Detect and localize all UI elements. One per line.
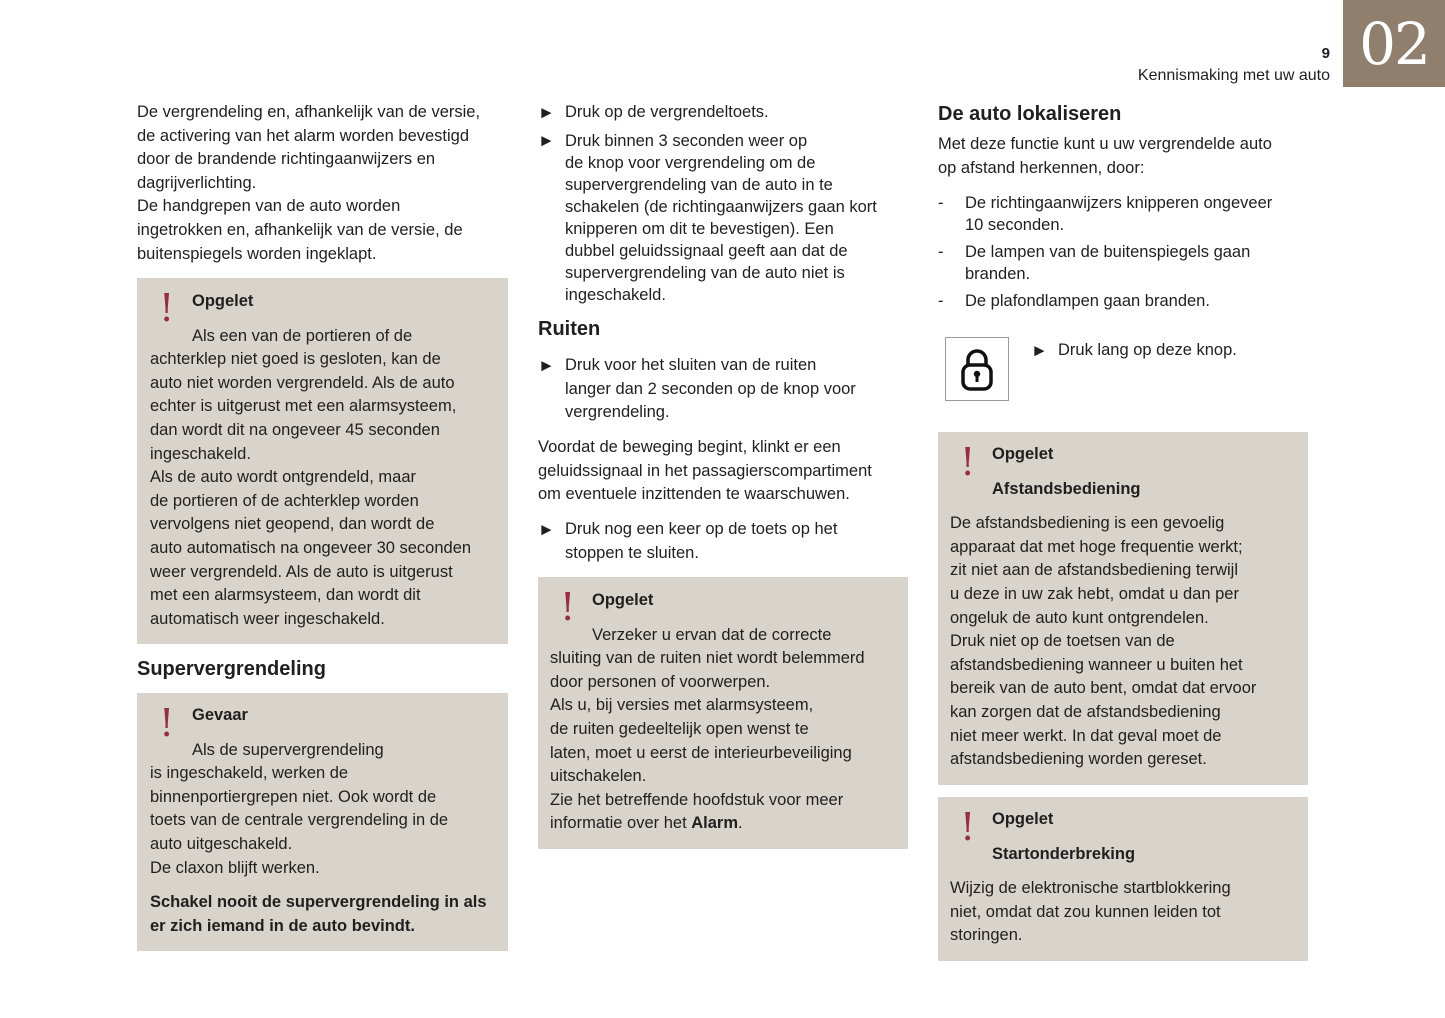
text-line: Druk nog een keer op de toets op het xyxy=(565,520,838,538)
exclamation-icon: ! xyxy=(159,701,175,745)
text-fragment: informatie over het xyxy=(550,814,692,833)
text-line: buitenspiegels worden ingeklapt. xyxy=(137,244,377,263)
text-line: afstandsbediening worden gereset. xyxy=(950,750,1207,769)
warning-subtitle: Afstandsbediening xyxy=(992,479,1141,498)
warning-subtitle: Startonderbreking xyxy=(992,844,1136,863)
warning-first-line: Verzeker u ervan dat de correcte xyxy=(592,625,832,644)
text-line: De claxon blijft werken. xyxy=(150,858,320,877)
text-line: 10 seconden. xyxy=(965,216,1065,234)
warning-box-doors xyxy=(137,278,508,644)
lock-button-illustration xyxy=(945,337,1009,401)
text-line: knipperen om dit te bevestigen). Een xyxy=(565,220,834,238)
danger-first-line: Als de supervergrendeling xyxy=(192,740,384,759)
paragraph-geluidssignaal xyxy=(538,436,910,507)
col1-intro xyxy=(137,101,507,266)
text-line: sluiting van de ruiten niet wordt belemmerd xyxy=(550,649,865,668)
text-line: de ruiten gedeeltelijk open wenst te xyxy=(550,719,809,738)
text-line: ongeluk de auto kunt ontgrendelen. xyxy=(950,608,1209,627)
text-line: laten, moet u eerst de interieurbeveiliging xyxy=(550,743,852,762)
warning-box-startonderbreking xyxy=(938,797,1308,961)
warning-title: Opgelet xyxy=(992,445,1054,463)
warning-title: Opgelet xyxy=(992,810,1054,828)
text-line: echter is uitgerust met een alarmsysteem, xyxy=(150,397,457,416)
chapter-tab xyxy=(1343,0,1445,87)
text-line: bereik van de auto bent, omdat dat ervoor xyxy=(950,679,1257,698)
text-line: De lampen van de buitenspiegels gaan xyxy=(965,243,1251,261)
arrow-icon: ► xyxy=(538,131,555,150)
danger-bold-line: er zich iemand in de auto bevindt. xyxy=(150,916,415,935)
text-line: De vergrendeling en, afhankelijk van de versie, xyxy=(137,103,481,121)
text-line: auto automatisch na ongeveer 30 seconden xyxy=(150,538,472,557)
alarm-reference: Alarm xyxy=(691,814,739,833)
text-line: Voordat de beweging begint, klinkt er een xyxy=(538,438,841,456)
text-line: ingeschakeld. xyxy=(150,444,251,463)
chapter-number: 02 xyxy=(1359,10,1429,78)
warning-first-line: Als een van de portieren of de xyxy=(192,326,413,345)
text-line: is ingeschakeld, werken de xyxy=(150,764,349,783)
text-line: met een alarmsysteem, dan wordt dit xyxy=(150,586,421,605)
danger-bold-line: Schakel nooit de supervergrendeling in als xyxy=(150,893,487,912)
text-line: dan wordt dit na ongeveer 45 seconden xyxy=(150,420,440,439)
danger-title: Gevaar xyxy=(192,706,248,724)
text-line: Druk lang op deze knop. xyxy=(1058,341,1237,359)
text-line: door personen of voorwerpen. xyxy=(550,672,771,691)
exclamation-icon: ! xyxy=(560,585,576,629)
page-number: 9 xyxy=(1321,45,1330,62)
exclamation-icon: ! xyxy=(960,440,976,484)
danger-box xyxy=(137,693,508,951)
arrow-icon: ► xyxy=(538,356,555,375)
exclamation-icon: ! xyxy=(960,805,976,849)
text-line: achterklep niet goed is gesloten, kan de xyxy=(150,350,441,369)
text-line: Met deze functie kunt u uw vergrendelde auto xyxy=(938,135,1272,153)
text-line: op afstand herkennen, door: xyxy=(938,158,1145,177)
text-line: Druk niet op de toetsen van de xyxy=(950,632,1175,651)
text-line: de activering van het alarm worden bevestigd xyxy=(137,126,470,145)
text-line: dagrijverlichting. xyxy=(137,173,257,192)
text-line: vervolgens niet geopend, dan wordt de xyxy=(150,515,435,534)
text-line: Zie het betreffende hoofdstuk voor meer xyxy=(550,790,844,809)
text-line: supervergrendeling van de auto niet is xyxy=(565,264,845,282)
text-line: Als u, bij versies met alarmsysteem, xyxy=(550,696,814,715)
text-line: De afstandsbediening is een gevoelig xyxy=(950,514,1225,533)
text-line: storingen. xyxy=(950,926,1023,945)
heading-ruiten: Ruiten xyxy=(538,318,601,340)
warning-title: Opgelet xyxy=(592,591,654,609)
text-line: Druk binnen 3 seconden weer op xyxy=(565,132,808,150)
text-line xyxy=(550,812,900,836)
text-line: Druk voor het sluiten van de ruiten xyxy=(565,356,817,374)
text-line: auto niet worden vergrendeld. Als de auto xyxy=(150,373,455,392)
text-line: uitschakelen. xyxy=(550,767,647,786)
text-line: afstandsbediening wanneer u buiten het xyxy=(950,655,1243,674)
text-line: niet, omdat dat zou kunnen leiden tot xyxy=(950,902,1221,921)
text-line: branden. xyxy=(965,265,1031,283)
text-line: De plafondlampen gaan branden. xyxy=(965,292,1210,310)
text-line: supervergrendeling van de auto in te xyxy=(565,176,833,194)
text-line: u deze in uw zak hebt, omdat u dan per xyxy=(950,584,1239,603)
col3-intro xyxy=(938,133,1310,180)
arrow-icon: ► xyxy=(538,103,555,122)
text-line: door de brandende richtingaanwijzers en xyxy=(137,150,436,169)
text-fragment: . xyxy=(738,814,743,833)
text-line: weer vergrendeld. Als de auto is uitgerust xyxy=(150,562,453,581)
dash-marker: - xyxy=(938,292,944,310)
text-line: langer dan 2 seconden op de knop voor xyxy=(565,379,856,398)
text-line: toets van de centrale vergrendeling in de xyxy=(150,811,449,830)
heading-auto-lokaliseren: De auto lokaliseren xyxy=(938,103,1122,125)
text-line: zit niet aan de afstandsbediening terwijl xyxy=(950,561,1239,580)
heading-supervergrendeling: Supervergrendeling xyxy=(137,658,326,680)
text-line: ingetrokken en, afhankelijk van de versie, de xyxy=(137,220,463,239)
arrow-icon: ► xyxy=(538,520,555,539)
text-line: Druk op de vergrendeltoets. xyxy=(565,103,769,121)
text-line: ingeschakeld. xyxy=(565,286,666,304)
text-line: niet meer werkt. In dat geval moet de xyxy=(950,726,1222,745)
dash-marker: - xyxy=(938,194,944,212)
exclamation-icon: ! xyxy=(159,286,175,330)
arrow-icon: ► xyxy=(1031,341,1048,360)
dash-marker: - xyxy=(938,243,944,261)
text-line: apparaat dat met hoge frequentie werkt; xyxy=(950,537,1243,556)
warning-box-ruiten xyxy=(538,577,908,849)
text-line: De handgrepen van de auto worden xyxy=(137,197,401,216)
text-line: vergrendeling. xyxy=(565,403,670,422)
text-line: de portieren of de achterklep worden xyxy=(150,491,419,510)
lock-icon xyxy=(946,338,1008,400)
text-line: Wijzig de elektronische startblokkering xyxy=(950,879,1231,898)
text-line: binnenportiergrepen niet. Ook wordt de xyxy=(150,787,437,806)
text-line: stoppen te sluiten. xyxy=(565,543,699,562)
text-line: Als de auto wordt ontgrendeld, maar xyxy=(150,468,416,487)
text-line: De richtingaanwijzers knipperen ongeveer xyxy=(965,194,1273,212)
text-line: dubbel geluidssignaal geeft aan dat de xyxy=(565,242,848,260)
text-line: kan zorgen dat de afstandsbediening xyxy=(950,702,1221,721)
text-line: de knop voor vergrendeling om de xyxy=(565,154,816,172)
text-line: om eventuele inzittenden te waarschuwen. xyxy=(538,485,850,504)
section-title: Kennismaking met uw auto xyxy=(1137,67,1330,84)
text-line: auto uitgeschakeld. xyxy=(150,834,293,853)
text-line: automatisch weer ingeschakeld. xyxy=(150,609,385,628)
warning-title: Opgelet xyxy=(192,292,254,310)
text-line: geluidssignaal in het passagierscompartiment xyxy=(538,461,872,480)
warning-box-afstandsbediening xyxy=(938,432,1308,785)
text-line: schakelen (de richtingaanwijzers gaan kort xyxy=(565,198,877,216)
